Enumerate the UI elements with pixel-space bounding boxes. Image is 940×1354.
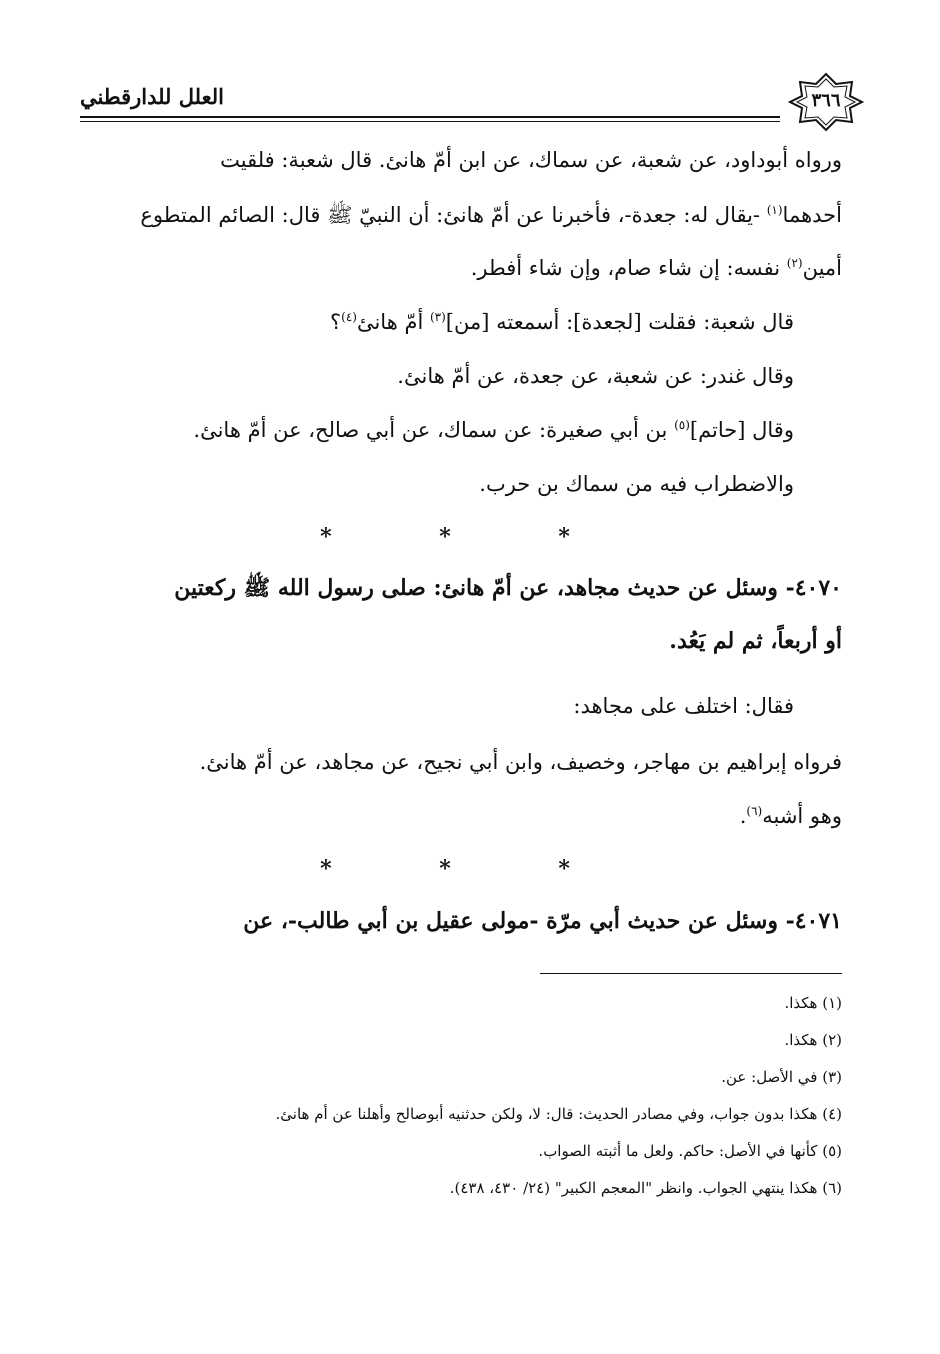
footnote: (٦) هكذا ينتهي الجواب. وانظر "المعجم الكبير" (٢٤/ ٤٣٠، ٤٣٨). xyxy=(449,1179,842,1197)
entry-heading: ٤٠٧٠- وسئل عن حديث مجاهد، عن أمّ هانئ: صلى رسول الله ﷺ ركعتين xyxy=(174,575,842,601)
section-separator: * * * xyxy=(320,856,620,882)
page-number-badge xyxy=(788,72,864,132)
entry-heading: ٤٠٧١- وسئل عن حديث أبي مرّة -مولى عقيل بن أبي طالب-، عن xyxy=(243,908,842,934)
footnote-ref: (٣) xyxy=(429,310,446,324)
page-header xyxy=(80,72,864,132)
footnote: (٢) هكذا. xyxy=(784,1031,842,1049)
footnote-ref: (٥) xyxy=(674,418,690,432)
paragraph-line: فقال: اختلف على مجاهد: xyxy=(573,694,794,718)
footnote: (٣) في الأصل: عن. xyxy=(721,1068,842,1086)
paragraph-line: أمين$^{(٢)}$ نفسه: إن شاء صام، وإن شاء أفطر. xyxy=(470,256,842,280)
header-rule xyxy=(80,116,780,118)
section-separator: * * * xyxy=(320,524,620,550)
paragraph-line: والاضطراب فيه من سماك بن حرب. xyxy=(479,472,794,496)
running-title: العلل للدارقطني xyxy=(80,84,224,109)
paragraph-line: وقال غندر: عن شعبة، عن جعدة، عن أمّ هانئ. xyxy=(397,364,794,388)
footnote: (١) هكذا. xyxy=(784,994,842,1012)
paragraph-line: فرواه إبراهيم بن مهاجر، وخصيف، وابن أبي نجيح، عن مجاهد، عن أمّ هانئ. xyxy=(199,750,842,774)
footnote-ref: (٦) xyxy=(746,804,763,818)
paragraph-line: وهو أشبه$^{(٦)}$. xyxy=(739,804,842,828)
paragraph-line: قال شعبة: فقلت [لجعدة]: أسمعته [من]$^{(٣)}$ أمّ هانئ$^{(٤)}$؟ xyxy=(329,310,794,334)
paragraph-line: أحدهما$^{(١)}$ -يقال له: جعدة-، فأخبرنا عن أمّ هانئ: أن النبيّ ﷺ قال: الصائم المتطوع xyxy=(140,203,842,227)
paragraph-line: ورواه أبوداود، عن شعبة، عن سماك، عن ابن أمّ هانئ. قال شعبة: فلقيت xyxy=(220,148,842,172)
footnote-ref: (٢) xyxy=(786,256,803,270)
footnote-ref: (٤) xyxy=(341,310,357,324)
header-rule-thin xyxy=(80,121,780,122)
paragraph-line: وقال [حاتم]$^{(٥)}$ بن أبي صغيرة: عن سماك، عن أبي صالح، عن أمّ هانئ. xyxy=(193,418,794,442)
footnote: (٤) هكذا بدون جواب، وفي مصادر الحديث: قال: لا، ولكن حدثنيه أبوصالح وأهلنا عن أم هانئ. xyxy=(275,1105,842,1123)
footnote-divider xyxy=(540,973,842,974)
footnote-ref: (١) xyxy=(766,203,783,217)
footnote: (٥) كأنها في الأصل: حاكم. ولعل ما أثبته الصواب. xyxy=(538,1142,842,1160)
page-number: ٣٦٦ xyxy=(811,90,841,111)
entry-heading: أو أربعاً، ثم لم يَعُد. xyxy=(669,628,842,654)
